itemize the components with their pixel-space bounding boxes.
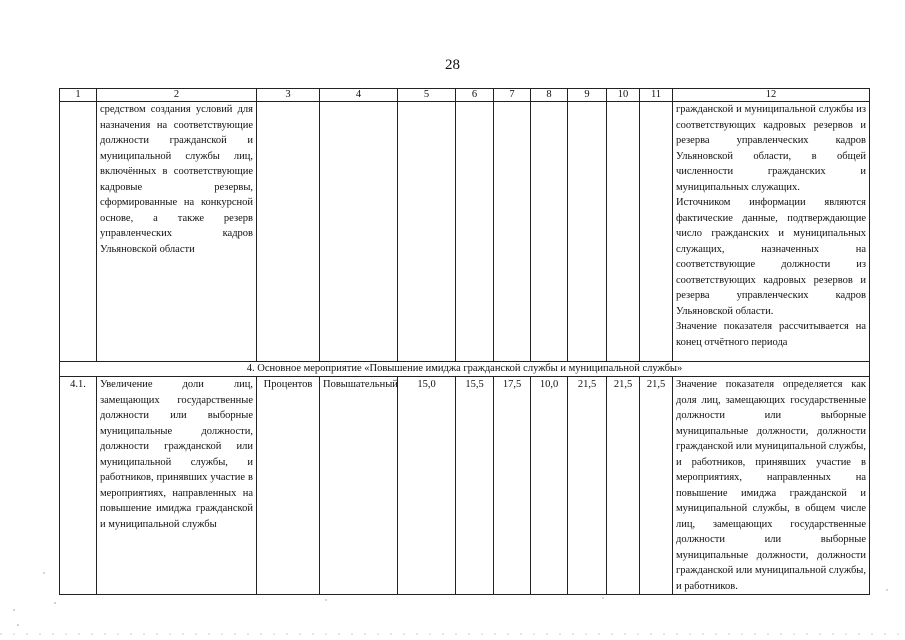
unit-cell: Процентов xyxy=(257,377,320,595)
value-cell: 21,5 xyxy=(640,377,673,595)
description-paragraph: Значение показателя рассчитывается на конец отчётного периода xyxy=(676,321,866,348)
header-col-11: 11 xyxy=(640,89,673,102)
value-cell: 17,5 xyxy=(494,377,531,595)
indicator-type: Повышательный xyxy=(320,377,398,595)
header-col-7: 7 xyxy=(494,89,531,102)
description-paragraph: гражданской и муниципальной службы из соответствующих кадровых резервов и резерва управленческих кадров Ульяновской области, в общей численности гражданских и муниципальных служащих. xyxy=(676,104,866,193)
header-col-1: 1 xyxy=(60,89,97,102)
header-col-10: 10 xyxy=(607,89,640,102)
value-cell: 15,5 xyxy=(456,377,494,595)
description-continued xyxy=(673,102,870,362)
header-row xyxy=(60,89,870,102)
indicators-table xyxy=(59,88,870,595)
section-row xyxy=(60,362,870,377)
indicator-name: Увеличение доли лиц, замещающих государственные должности или выборные муниципальные должности, должности гражданской или муниципальной службы, и работников, принявших участие в мероприятиях, направленных на повышение имиджа гражданской и муниципальной службы xyxy=(97,377,257,595)
value-cell: 21,5 xyxy=(568,377,607,595)
table-row-continued xyxy=(60,102,870,362)
row-number: 4.1. xyxy=(60,377,97,595)
header-col-12: 12 xyxy=(673,89,870,102)
description-paragraph: Источником информации являются фактические данные, подтверждающие число гражданских и муниципальных служащих, назначенных на соответствующие должности из соответствующих кадровых резервов и резерва управленческих кадров Ульяновской области. xyxy=(676,197,866,317)
header-col-2: 2 xyxy=(97,89,257,102)
header-col-8: 8 xyxy=(531,89,568,102)
table-row-4-1 xyxy=(60,377,870,595)
indicator-text-continued: средством создания условий для назначения на соответствующие должности гражданской и муниципальной службы лиц, включённых в соответствующие кадровые резервы, сформированные на конкурсной основе, а также резерв управленческих кадров Ульяновской области xyxy=(97,102,257,362)
header-col-6: 6 xyxy=(456,89,494,102)
section-title: 4. Основное мероприятие «Повышение имиджа гражданской службы и муниципальной службы» xyxy=(60,362,870,377)
page-number: 28 xyxy=(445,57,460,73)
header-col-9: 9 xyxy=(568,89,607,102)
value-cell: 10,0 xyxy=(531,377,568,595)
value-cell: 15,0 xyxy=(398,377,456,595)
indicator-description: Значение показателя определяется как доля лиц, замещающих государственные должности или выборные муниципальные должности, должности гражданской или муниципальной службы, и работников, принявших участие в мероприятиях, направленных на повышение имиджа гражданской и муниципальной службы, в общем числе лиц, замещающих государственные должности или выборные муниципальные должности, должности гражданской или муниципальной службы, и работников. xyxy=(673,377,870,595)
header-col-5: 5 xyxy=(398,89,456,102)
header-col-3: 3 xyxy=(257,89,320,102)
value-cell: 21,5 xyxy=(607,377,640,595)
header-col-4: 4 xyxy=(320,89,398,102)
